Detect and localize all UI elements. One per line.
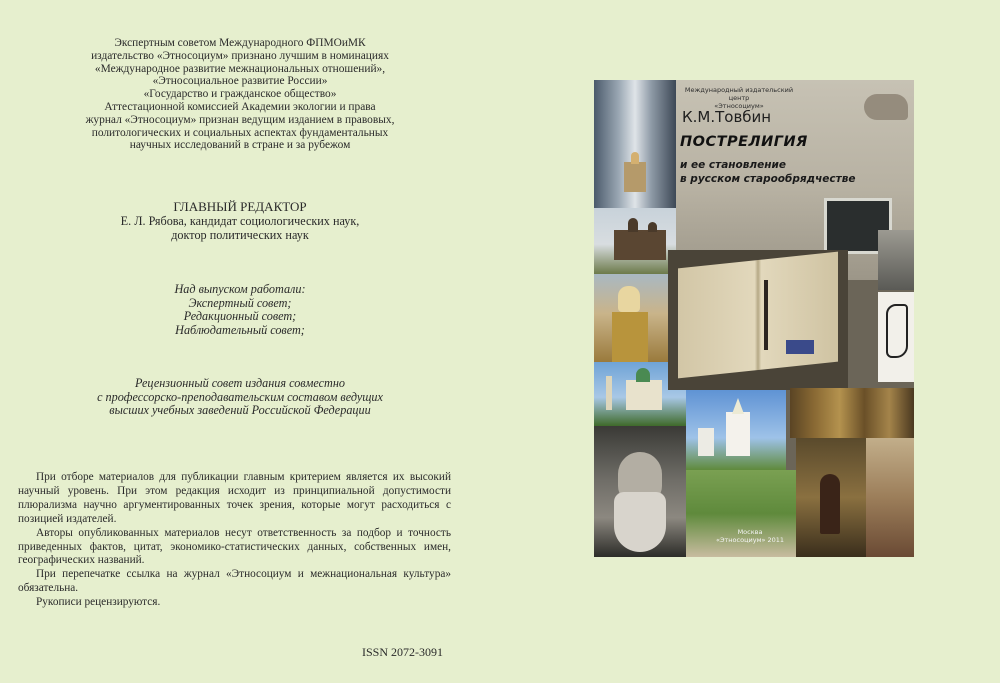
review-line: с профессорско-преподавательским составом ведущих bbox=[97, 389, 383, 404]
policy-paragraph: При отборе материалов для публикации главным критерием является их высокий научный уровень. При этом редакция исходит из принципиальной допустимости плюрализма научно аргументированных точек зрения, которые могут расходиться с позицией издателей. bbox=[18, 471, 451, 525]
awards-line: «Этносоциальное развитие России» bbox=[152, 75, 328, 88]
awards-line: научных исследований в стране и за рубежом bbox=[129, 139, 351, 152]
oil-lamp-icon bbox=[864, 94, 908, 120]
portrait-photo bbox=[878, 230, 914, 290]
publisher-line: «Этносоциум» bbox=[714, 102, 764, 110]
awards-line: политологических и социальных аспектах фундаментальных bbox=[91, 126, 389, 139]
subtitle-line: и ее становление bbox=[680, 159, 786, 171]
white-church-photo bbox=[686, 390, 786, 470]
cover-title: ПОСТРЕЛИГИЯ bbox=[680, 134, 808, 150]
icon-triptych-photo bbox=[790, 388, 914, 438]
book-cover bbox=[594, 80, 914, 557]
policy-paragraph: Рукописи рецензируются. bbox=[36, 596, 161, 609]
subtitle-line: в русском старообрядчестве bbox=[680, 173, 856, 185]
awards-block bbox=[10, 37, 470, 152]
policy-paragraph: Авторы опубликованных материалов несут ответственность за подбор и точность приведенных фактов, цитат, экономико-статистических данных, собственных имен, географических названий. bbox=[18, 526, 451, 567]
cover-imprint bbox=[716, 528, 784, 544]
worked-line: Редакционный совет; bbox=[183, 309, 297, 323]
manuscript-photo bbox=[866, 438, 914, 557]
issn-number: ISSN 2072-3091 bbox=[362, 645, 444, 659]
left-page bbox=[0, 0, 470, 683]
awards-line: Аттестационной комиссией Академии экологии и права bbox=[104, 100, 376, 113]
old-book-photo bbox=[668, 250, 848, 390]
bishop-photo bbox=[594, 274, 668, 362]
cover-subtitle bbox=[680, 158, 856, 186]
nun-photo bbox=[796, 438, 866, 557]
cover-publisher bbox=[684, 86, 794, 110]
imprint-line: «Этносоциум» 2011 bbox=[716, 536, 785, 544]
editor-heading: ГЛАВНЫЙ РЕДАКТОР bbox=[173, 199, 307, 214]
awards-line: «Государство и гражданское общество» bbox=[143, 88, 337, 101]
elder-portrait bbox=[594, 426, 686, 557]
worked-line: Наблюдательный совет; bbox=[175, 322, 305, 337]
policy-paragraph: При перепечатке ссылка на журнал «Этносоциум и межнациональная культура» обязательна. bbox=[18, 568, 451, 595]
awards-line: Экспертным советом Международного ФПМОиМК bbox=[114, 37, 366, 49]
worked-line: Над выпуском работали: bbox=[174, 282, 306, 296]
awards-line: журнал «Этносоциум» признан ведущим изданием в правовых, bbox=[85, 113, 395, 126]
review-line: Рецензионный совет издания совместно bbox=[135, 376, 345, 390]
cover-author: К.М.Товбин bbox=[682, 108, 772, 126]
worked-block bbox=[10, 283, 470, 337]
skyscraper-photo bbox=[594, 80, 676, 208]
editor-block bbox=[10, 200, 470, 242]
imprint-line: Москва bbox=[737, 528, 763, 536]
review-block bbox=[10, 377, 470, 418]
worked-line: Экспертный совет; bbox=[188, 295, 292, 310]
awards-line: издательство «Этносоциум» признано лучшим в номинациях bbox=[91, 49, 389, 62]
editorial-policy bbox=[18, 471, 451, 610]
awards-line: «Международное развитие межнациональных отношений», bbox=[94, 62, 386, 75]
review-line: высших учебных заведений Российской Федерации bbox=[109, 403, 371, 417]
procession-photo bbox=[686, 470, 796, 557]
publisher-line: Международный издательский центр bbox=[684, 86, 794, 102]
editor-line: Е. Л. Рябова, кандидат социологических наук, bbox=[120, 214, 360, 228]
hand-drawing bbox=[878, 292, 914, 382]
editor-line: доктор политических наук bbox=[171, 228, 309, 242]
